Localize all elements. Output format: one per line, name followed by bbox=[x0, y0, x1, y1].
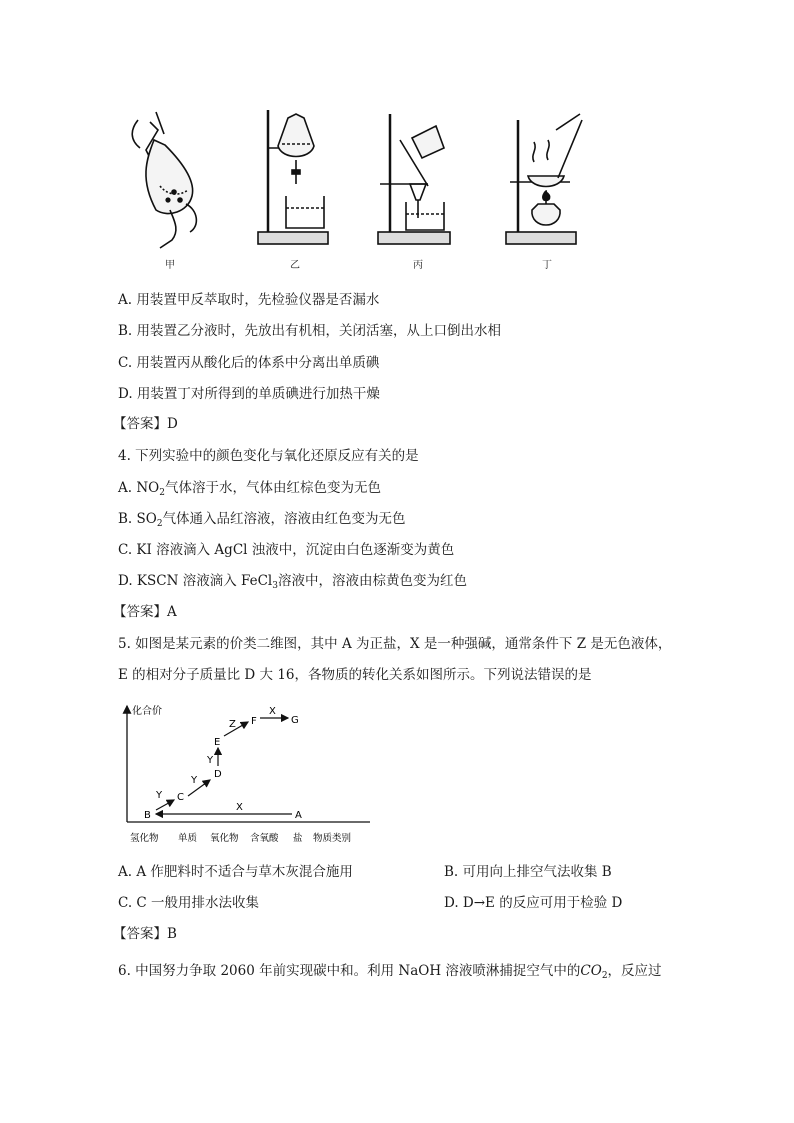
edge-label-de: Y bbox=[207, 755, 214, 766]
answer-tag: 【答案】 bbox=[113, 604, 167, 620]
edge-label-ab: X bbox=[236, 802, 243, 813]
edge-label-fg: X bbox=[269, 706, 276, 717]
q6-post: ，反应过 bbox=[607, 963, 662, 979]
caption-jia: 甲 bbox=[165, 260, 175, 271]
q4-a-post: 气体溶于水，气体由红棕色变为无色 bbox=[164, 480, 381, 496]
point-b: B bbox=[144, 810, 151, 821]
apparatus-jia bbox=[132, 112, 196, 248]
x-cat-oxyacid: 含氧酸 bbox=[250, 833, 279, 844]
q4-stem: 4. 下列实验中的颜色变化与氧化还原反应有关的是 bbox=[118, 448, 419, 464]
q4-a-pre: A. NO bbox=[118, 480, 160, 496]
arrow-b-c bbox=[156, 800, 174, 810]
q4-option-a bbox=[118, 478, 381, 503]
q5-answer bbox=[113, 924, 177, 944]
q4-d-post: 溶液中，溶液由棕黄色变为红色 bbox=[277, 573, 467, 589]
caption-ding: 丁 bbox=[542, 260, 552, 271]
q4-option-c: C. KI 溶液滴入 AgCl 浊液中，沉淀由白色逐渐变为黄色 bbox=[118, 542, 455, 558]
q5-stem-line2: E 的相对分子质量比 D 大 16，各物质的转化关系如图所示。下列说法错误的是 bbox=[118, 667, 592, 683]
apparatus-figure bbox=[110, 100, 590, 270]
apparatus-yi bbox=[258, 110, 328, 244]
caption-yi: 乙 bbox=[290, 260, 300, 271]
apparatus-drawing bbox=[110, 100, 590, 260]
q4-option-b bbox=[118, 509, 406, 534]
q3-option-d: D. 用装置丁对所得到的单质碘进行加热干燥 bbox=[118, 386, 380, 402]
answer-value: B bbox=[167, 926, 177, 942]
q4-b-sub: 2 bbox=[156, 519, 163, 529]
x-cat-oxide: 氧化物 bbox=[210, 833, 239, 844]
q5-stem-line1: 5. 如图是某元素的价类二维图，其中 A 为正盐，X 是一种强碱，通常条件下 Z 是无色液体， bbox=[118, 636, 672, 652]
x-cat-salt: 盐 bbox=[293, 833, 303, 844]
x-cat-element: 单质 bbox=[178, 833, 198, 844]
q5-option-d: D. D→E 的反应可用于检验 D bbox=[444, 895, 623, 911]
q6-stem bbox=[118, 961, 662, 986]
q3-option-a: A. 用装置甲反萃取时，先检验仪器是否漏水 bbox=[118, 292, 380, 308]
q4-d-sub: 3 bbox=[272, 581, 278, 591]
arrow-e-f bbox=[224, 722, 248, 736]
q5-option-b: B. 可用向上排空气法收集 B bbox=[444, 864, 612, 880]
q4-a-sub: 2 bbox=[159, 488, 165, 498]
apparatus-ding bbox=[506, 114, 582, 244]
q5-option-a: A. A 作肥料时不适合与草木灰混合施用 bbox=[118, 864, 353, 880]
x-cat-class: 物质类别 bbox=[313, 833, 352, 844]
answer-tag: 【答案】 bbox=[113, 926, 167, 942]
q3-option-c: C. 用装置丙从酸化后的体系中分离出单质碘 bbox=[118, 355, 380, 371]
q3-option-b: B. 用装置乙分液时，先放出有机相，关闭活塞，从上口倒出水相 bbox=[118, 323, 502, 339]
answer-tag: 【答案】 bbox=[113, 416, 167, 432]
edge-label-bc: Y bbox=[156, 790, 163, 801]
q6-sub: 2 bbox=[601, 971, 608, 981]
q4-option-d bbox=[118, 571, 467, 596]
y-axis-label: 化合价 bbox=[132, 706, 162, 717]
x-cat-hydride: 氢化物 bbox=[130, 833, 159, 844]
q4-answer bbox=[113, 602, 177, 622]
valence-class-diagram bbox=[118, 700, 378, 850]
q4-b-post: 气体通入品红溶液，溶液由红色变为无色 bbox=[162, 511, 406, 527]
point-e: E bbox=[214, 737, 221, 748]
q4-d-pre: D. KSCN 溶液滴入 FeCl bbox=[118, 573, 273, 589]
answer-value: A bbox=[167, 604, 177, 620]
apparatus-bing bbox=[378, 114, 450, 244]
q3-answer bbox=[113, 414, 178, 434]
edge-label-ef: Z bbox=[229, 719, 236, 730]
answer-value: D bbox=[167, 416, 178, 432]
q6-formula: CO bbox=[580, 963, 602, 979]
point-d: D bbox=[214, 769, 222, 780]
caption-bing: 丙 bbox=[413, 260, 423, 271]
edge-label-cd: Y bbox=[191, 775, 198, 786]
point-f: F bbox=[251, 716, 257, 727]
q5-option-c: C. C 一般用排水法收集 bbox=[118, 895, 260, 911]
point-g: G bbox=[291, 715, 299, 726]
q4-b-pre: B. SO bbox=[118, 511, 157, 527]
q6-pre: 6. 中国努力争取 2060 年前实现碳中和。利用 NaOH 溶液喷淋捕捉空气中的 bbox=[118, 963, 581, 979]
point-a: A bbox=[295, 810, 302, 821]
valence-diagram-svg bbox=[118, 700, 378, 850]
point-c: C bbox=[177, 792, 184, 803]
